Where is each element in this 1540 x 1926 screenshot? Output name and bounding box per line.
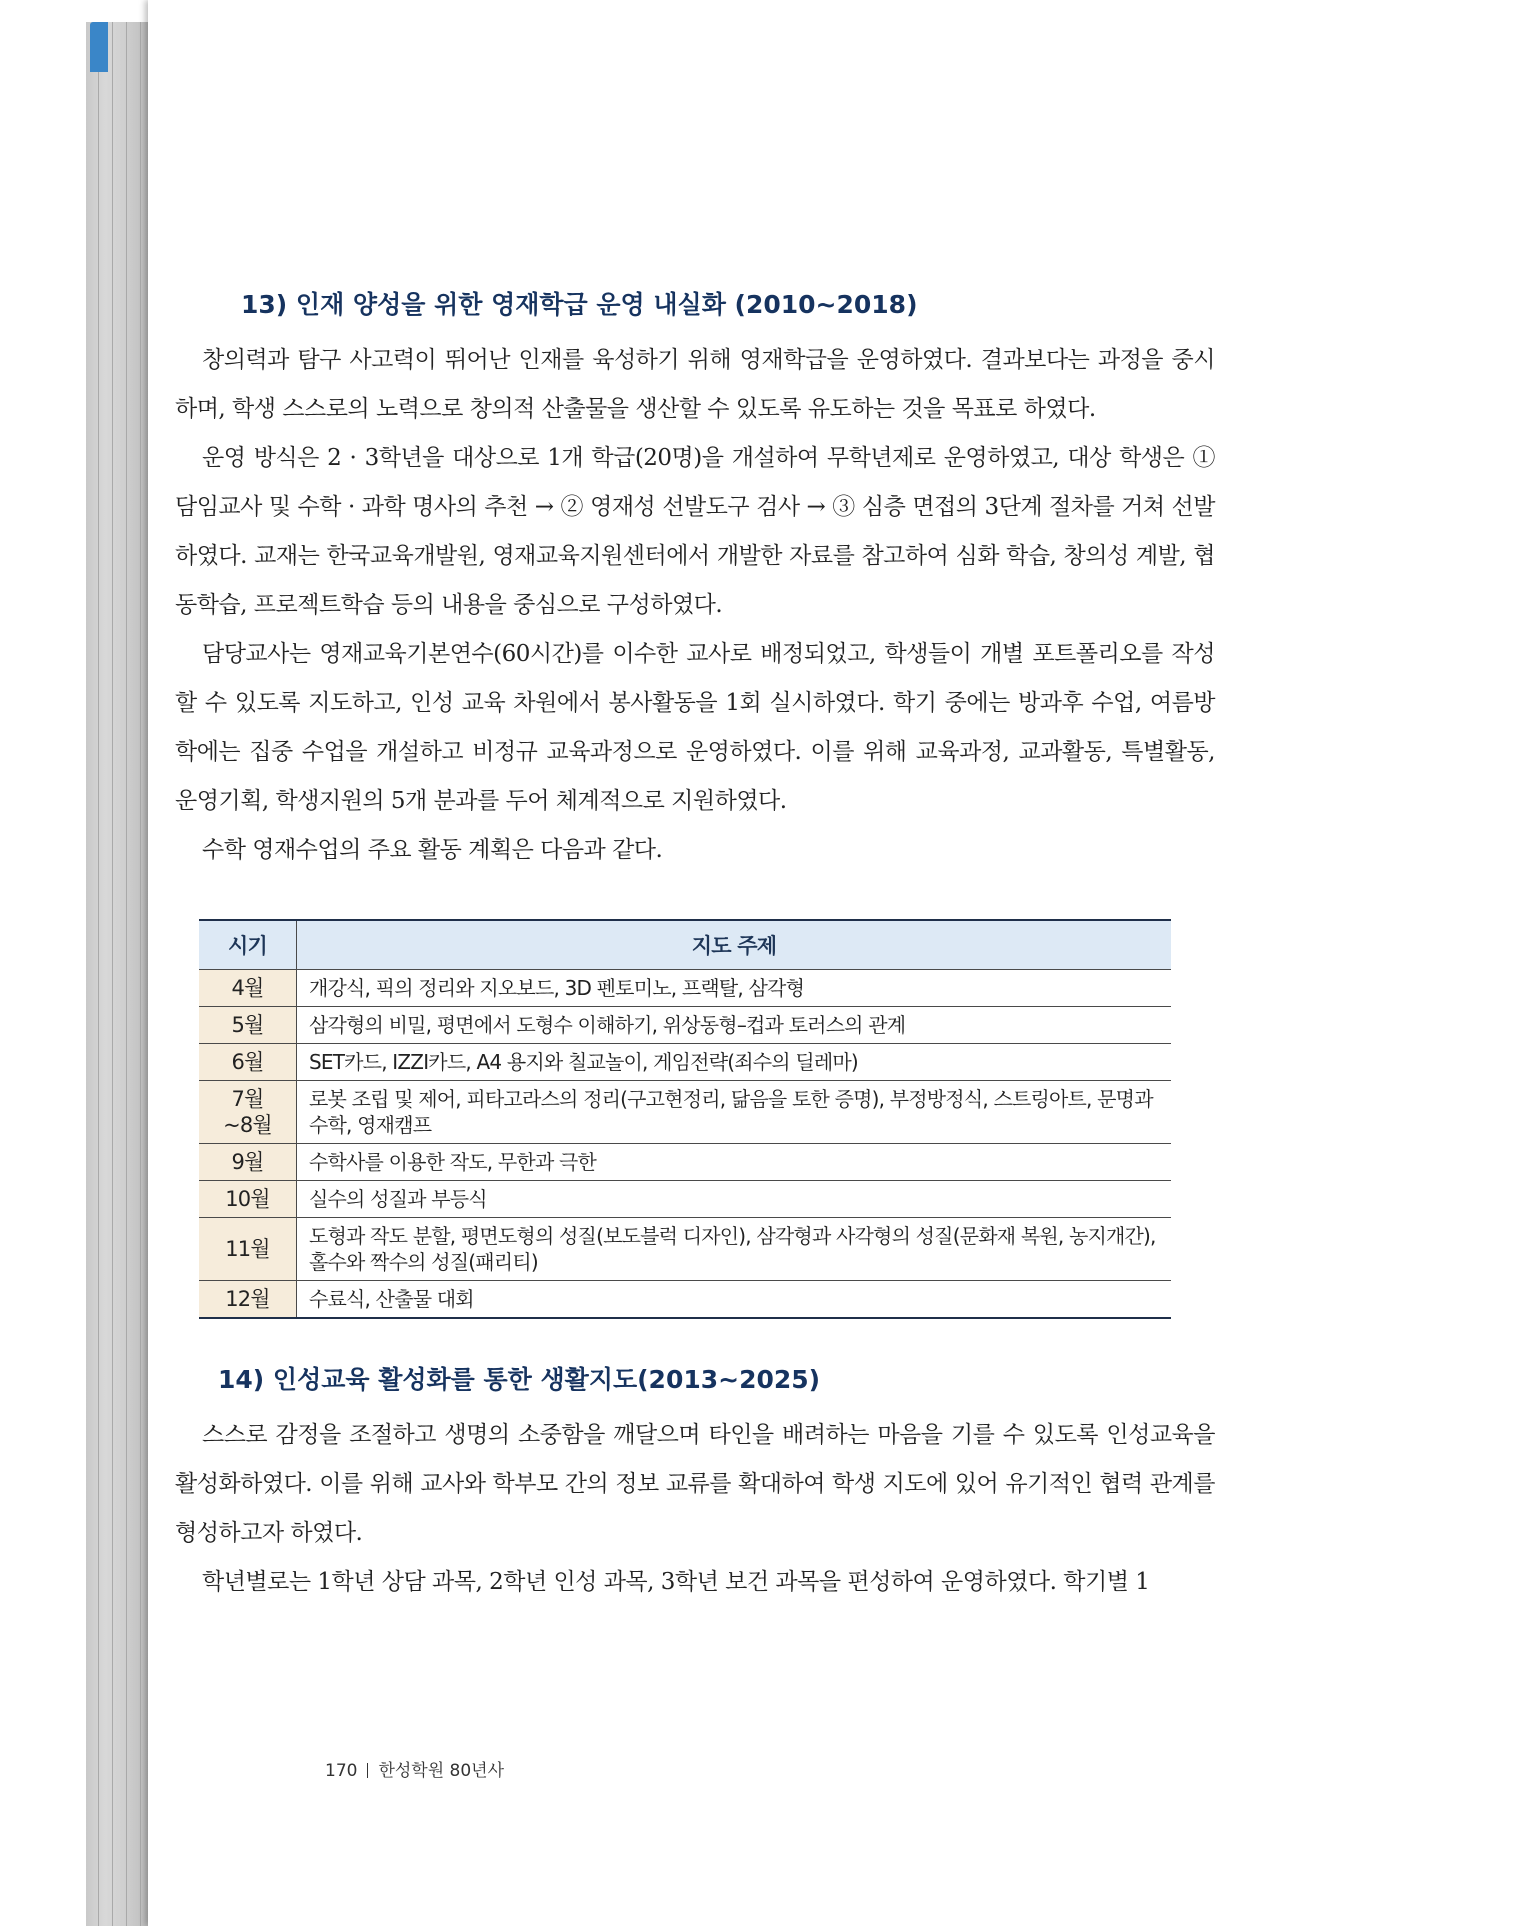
table-row (199, 970, 1171, 1007)
section-14-paragraph: 학년별로는 1학년 상담 과목, 2학년 인성 과목, 3학년 보건 과목을 편성하여 운영하였다. 학기별 1 (202, 1569, 1150, 1595)
table-row (199, 1218, 1171, 1281)
topic-cell: 삼각형의 비밀, 평면에서 도형수 이해하기, 위상동형–컵과 토러스의 관계 (297, 1007, 1172, 1044)
topic-cell: 수료식, 산출물 대회 (297, 1281, 1172, 1319)
page-edge-tab (90, 22, 108, 72)
topic-cell: 실수의 성질과 부등식 (297, 1181, 1172, 1218)
table-header-row (199, 920, 1171, 970)
period-cell: 11월 (199, 1218, 297, 1281)
table-row (199, 1044, 1171, 1081)
book-page-edges (86, 22, 150, 1926)
table-row (199, 1081, 1171, 1144)
footer-separator (367, 1763, 368, 1778)
topic-cell: 로봇 조립 및 제어, 피타고라스의 정리(구고현정리, 닮음을 토한 증명), 부정방정식, 스트링아트, 문명과 수학, 영재캠프 (297, 1081, 1172, 1144)
period-cell: 7월 ~8월 (199, 1081, 297, 1144)
period-cell: 5월 (199, 1007, 297, 1044)
topic-cell: SET카드, IZZI카드, A4 용지와 칠교놀이, 게임전략(죄수의 딜레마) (297, 1044, 1172, 1081)
section-13-title: 13) 인재 양성을 위한 영재학급 운영 내실화 (2010~2018) (241, 290, 918, 319)
header-topic: 지도 주제 (297, 920, 1172, 970)
section-13-paragraph: 담당교사는 영재교육기본연수(60시간)를 이수한 교사로 배정되었고, 학생들이 개별 포트폴리오를 작성할 수 있도록 지도하고, 인성 교육 차원에서 봉사활동을 1회 실시하였다. 학기 중에는 방과후 수업, 여름방학에는 집중 수업을 개설하고 비정규 교육과정으로 운영하였다. 이를 위해 교육과정, 교과활동, 특별활동, 운영기획, 학생지원의 5개 분과를 두어 체계적으로 지원하였다. (175, 641, 1215, 814)
topic-cell: 수학사를 이용한 작도, 무한과 극한 (297, 1144, 1172, 1181)
period-cell: 9월 (199, 1144, 297, 1181)
section-13-paragraph: 수학 영재수업의 주요 활동 계획은 다음과 같다. (202, 837, 663, 863)
page-footer (325, 1756, 504, 1781)
section-14-paragraph: 스스로 감정을 조절하고 생명의 소중함을 깨달으며 타인을 배려하는 마음을 기를 수 있도록 인성교육을 활성화하였다. 이를 위해 교사와 학부모 간의 정보 교류를 확대하여 학생 지도에 있어 유기적인 협력 관계를 형성하고자 하였다. (175, 1422, 1215, 1546)
table-row (199, 1181, 1171, 1218)
section-13-paragraph: 창의력과 탐구 사고력이 뛰어난 인재를 육성하기 위해 영재학급을 운영하였다. 결과보다는 과정을 중시하며, 학생 스스로의 노력으로 창의적 산출물을 생산할 수 있도록 유도하는 것을 목표로 하였다. (175, 347, 1215, 422)
table-row (199, 1144, 1171, 1181)
page-number: 170 (325, 1761, 358, 1781)
activity-plan-table (199, 919, 1171, 1319)
section-13-paragraph: 운영 방식은 2 · 3학년을 대상으로 1개 학급(20명)을 개설하여 무학년제로 운영하였고, 대상 학생은 ① 담임교사 및 수학 · 과학 명사의 추천 → ② 영재성 선발도구 검사 → ③ 심층 면접의 3단계 절차를 거쳐 선발하였다. 교재는 한국교육개발원, 영재교육지원센터에서 개발한 자료를 참고하여 심화 학습, 창의성 계발, 협동학습, 프로젝트학습 등의 내용을 중심으로 구성하였다. (175, 445, 1215, 618)
section-14 (175, 1363, 1215, 1607)
period-cell: 10월 (199, 1181, 297, 1218)
section-14-title: 14) 인성교육 활성화를 통한 생활지도(2013~2025) (218, 1365, 821, 1394)
period-cell: 12월 (199, 1281, 297, 1319)
period-cell: 4월 (199, 970, 297, 1007)
header-period: 시기 (199, 920, 297, 970)
table-row (199, 1007, 1171, 1044)
table-row (199, 1281, 1171, 1319)
page-content (175, 288, 1215, 1607)
topic-cell: 도형과 작도 분할, 평면도형의 성질(보도블럭 디자인), 삼각형과 사각형의 성질(문화재 복원, 농지개간), 홀수와 짝수의 성질(패리티) (297, 1218, 1172, 1281)
topic-cell: 개강식, 픽의 정리와 지오보드, 3D 펜토미노, 프랙탈, 삼각형 (297, 970, 1172, 1007)
book-title: 한성학원 80년사 (378, 1761, 505, 1781)
period-cell: 6월 (199, 1044, 297, 1081)
